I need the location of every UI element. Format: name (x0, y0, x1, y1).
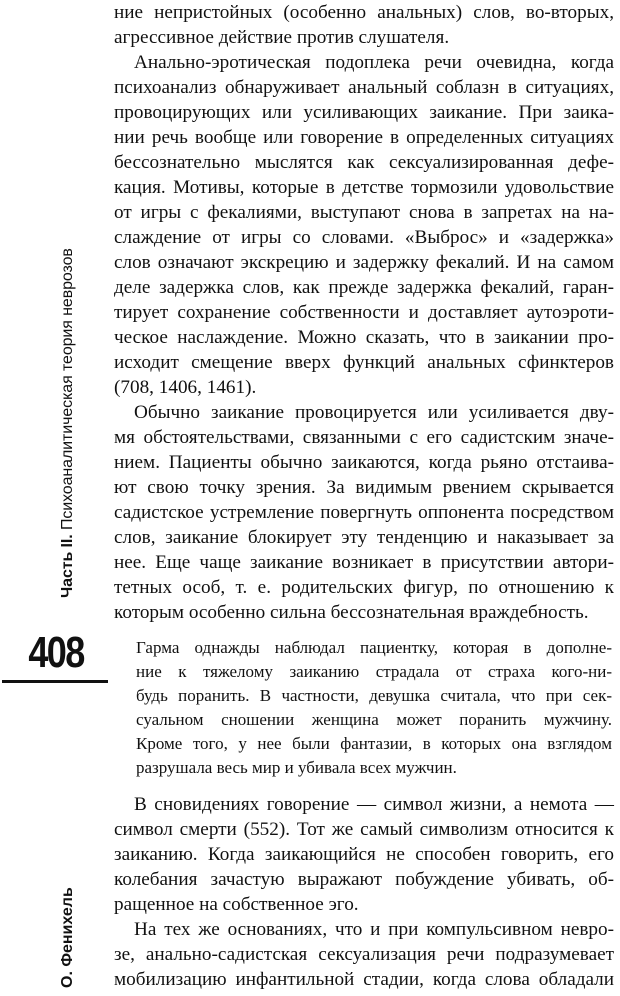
running-author: О. Фенихель (59, 887, 76, 988)
text-line: заиканию. Когда заикающийся не способен говорить, его (114, 844, 614, 865)
text-line: деле задержка слов, как прежде задержка фекалий, гаран- (114, 277, 614, 298)
text-line: слаждение от игры со словами. «Выброс» и «задержка» (114, 227, 614, 248)
text-line: кация. Мотивы, которые в детстве тормозили удовольствие (114, 177, 614, 198)
text-line: психоанализ обнаруживает анальный соблазн в ситуациях, (114, 77, 614, 98)
running-title-text: Психоаналитическая теория неврозов (59, 248, 76, 531)
text-line: нее. Еще чаще заикание возникает в присутствии автори- (114, 552, 614, 573)
text-line: садистское устремление повергнуть оппонента посредством (114, 502, 614, 523)
running-title-part: Часть II. (59, 534, 76, 598)
quote-line: Гарма однажды наблюдал пациентку, которая в дополне- (136, 638, 612, 657)
text-line: ческое наслаждение. Можно сказать, что в заикании про- (114, 327, 614, 348)
text-line: слов означают экскрецию и задержку фекалий. И на самом (114, 252, 614, 273)
text-line: бессознательно мыслятся как сексуализированная дефе- (114, 152, 614, 173)
text-line: которым особенно сильна бессознательная враждебность. (114, 602, 589, 623)
text-line: колебания зачастую выражают побуждение убивать, об- (114, 869, 614, 890)
quote-line: суальном сношении женщина может поранить мужчину. (136, 710, 612, 729)
page-number: 408 (28, 628, 84, 677)
quote-line: ние к тяжелому заиканию страдала от страха кого-ни- (136, 662, 612, 681)
text-line: ние непристойных (особенно анальных) слов, во-вторых, (114, 2, 614, 23)
text-line: нии речь вообще или говорение в определенных ситуациях (114, 127, 614, 148)
text-line: ют свою точку зрения. За видимым рвением скрывается (114, 477, 614, 498)
text-line: слов, заикание блокирует эту тенденцию и наказывает за (114, 527, 614, 548)
paragraph-first-line: Обычно заикание провоцируется или усиливается дву- (134, 402, 614, 423)
text-line: агрессивное действие против слушателя. (114, 27, 450, 48)
text-line: мя обстоятельствами, связанными с его садистским значе- (114, 427, 614, 448)
page-number-rule (2, 680, 108, 683)
text-line: мобилизацию инфантильной стадии, когда слова обладали (114, 969, 614, 990)
text-line: тетных особ, т. е. родительских фигур, по отношению к (114, 577, 614, 598)
paragraph-first-line: На тех же основаниях, что и при компульсивном невро- (134, 919, 614, 940)
text-line: (708, 1406, 1461). (114, 377, 257, 398)
text-line: провоцирующих или усиливающих заикание. При заика- (114, 102, 614, 123)
text-line: символ смерти (552). Тот же самый символизм относится к (114, 819, 614, 840)
text-line: от игры с фекалиями, выступают снова в запретах на на- (114, 202, 614, 223)
text-line: исходит смещение вверх функций анальных сфинктеров (114, 352, 614, 373)
paragraph-first-line: В сновидениях говорение — символ жизни, а немота — (134, 794, 614, 815)
running-title (58, 198, 78, 598)
quote-line: будь поранить. В частности, девушка считала, что при сек- (136, 686, 612, 705)
quote-line: Кроме того, у нее были фантазии, в которых она взглядом (136, 734, 612, 753)
quote-line: разрушала весь мир и убивала всех мужчин. (136, 758, 457, 777)
text-line: зе, анально-садистская сексуализация речи подразумевает (114, 944, 614, 965)
paragraph-first-line: Анально-эротическая подоплека речи очевидна, когда (134, 52, 614, 73)
text-line: нием. Пациенты обычно заикаются, когда рьяно отстаива- (114, 452, 614, 473)
text-line: ращенное на собственное эго. (114, 894, 359, 915)
text-line: тирует сохранение собственности и доставляет аутоэроти- (114, 302, 614, 323)
